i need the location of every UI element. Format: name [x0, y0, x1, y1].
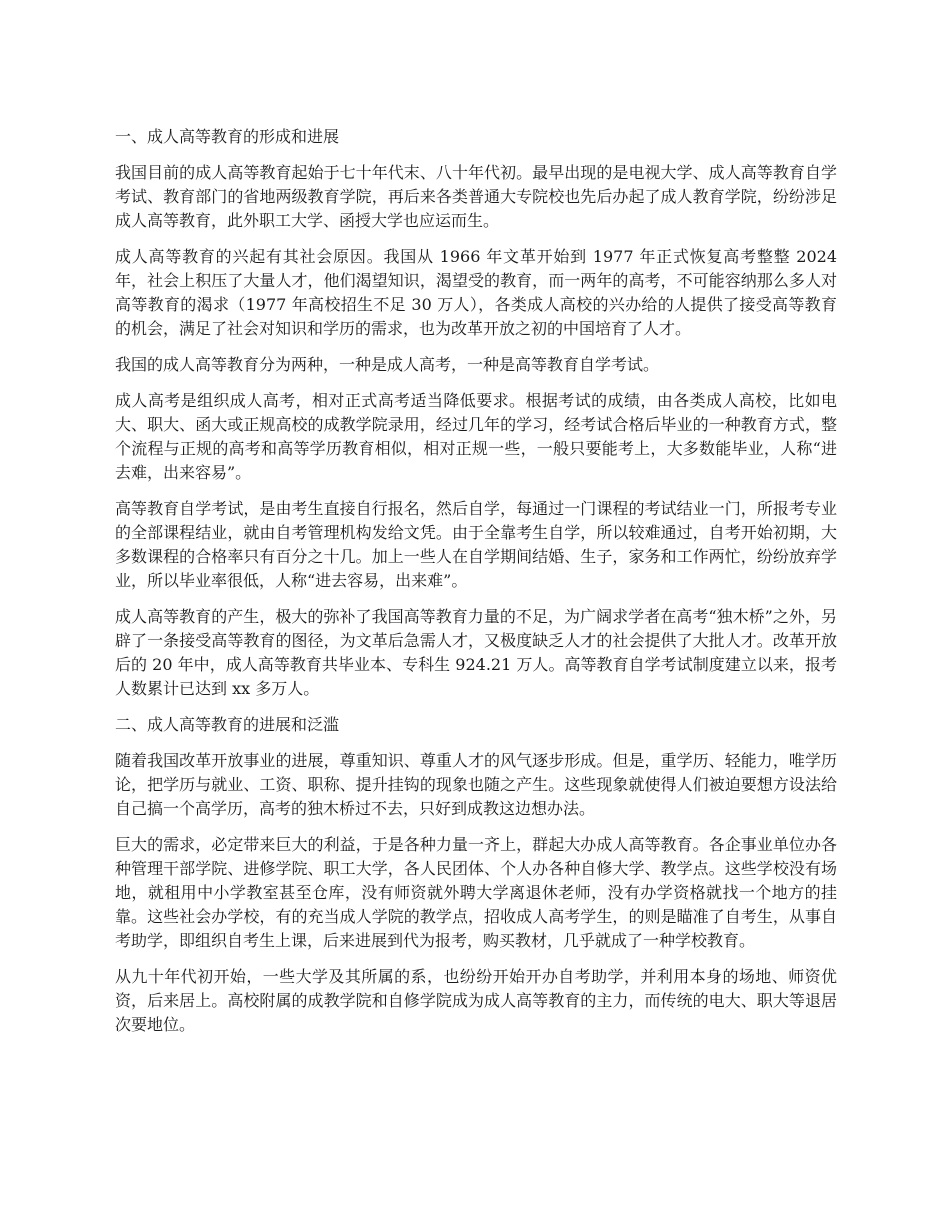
paragraph: 成人高考是组织成人高考，相对正式高考适当降低要求。根据考试的成绩，由各类成人高校，比如电大、职大、函大或正规高校的成教学院录用，经过几年的学习，经考试合格后毕业的一种教育方式，整个流程与正规的高考和高等学历教育相似，相对正规一些，一般只要能考上，大多数能毕业，人称“进去难，出来容易”。 [115, 391, 837, 482]
paragraph: 成人高等教育的兴起有其社会原因。我国从 1966 年文革开始到 1977 年正式恢复高考整整 2024 年，社会上积压了大量人才，他们渴望知识，渴望受的教育，而一两年的高考，不可能容纳那么多人对高等教育的渴求（1977 年高校招生不足 30 万人），各类成人高校的兴办给的人提供了接受高等教育的机会，满足了社会对知识和学历的需求，也为改革开放之初的中国培育了人才。 [115, 247, 837, 338]
paragraph: 成人高等教育的产生，极大的弥补了我国高等教育力量的不足，为广阔求学者在高考“独木桥”之外，另辟了一条接受高等教育的图径，为文革后急需人才，又极度缺乏人才的社会提供了大批人才。改革开放后的 20 年中，成人高等教育共毕业本、专科生 924.21 万人。高等教育自学考试制度建立以来，报考人数累计已达到 xx 多万人。 [115, 607, 837, 698]
paragraph: 随着我国改革开放事业的进展，尊重知识、尊重人才的风气逐步形成。但是，重学历、轻能力，唯学历论，把学历与就业、工资、职称、提升挂钩的现象也随之产生。这些现象就使得人们被迫要想方设法给自己搞一个高学历，高考的独木桥过不去，只好到成教这边想办法。 [115, 751, 837, 818]
section-heading-1: 一、成人高等教育的形成和进展 [115, 127, 340, 146]
paragraph: 巨大的需求，必定带来巨大的利益，于是各种力量一齐上，群起大办成人高等教育。各企事业单位办各种管理干部学院、进修学院、职工大学，各人民团体、个人办各种自修大学、教学点。这些学校没有场地，就租用中小学教室甚至仓库，没有师资就外聘大学离退休老师，没有办学资格就找一个地方的挂靠。这些社会办学校，有的充当成人学院的教学点，招收成人高考学生，的则是瞄准了自考生，从事自考助学，即组织自考生上课，后来进展到代为报考，购买教材，几乎就成了一种学校教育。 [115, 835, 837, 950]
paragraph: 我国的成人高等教育分为两种，一种是成人高考，一种是高等教育自学考试。 [115, 355, 660, 374]
paragraph: 高等教育自学考试，是由考生直接自行报名，然后自学，每通过一门课程的考试结业一门，所报考专业的全部课程结业，就由自考管理机构发给文凭。由于全靠考生自学，所以较难通过，自考开始初期，大多数课程的合格率只有百分之十几。加上一些人在自学期间结婚、生子，家务和工作两忙，纷纷放弃学业，所以毕业率很低，人称“进去容易，出来难”。 [115, 499, 837, 590]
paragraph: 从九十年代初开始，一些大学及其所属的系，也纷纷开始开办自考助学，并利用本身的场地、师资优资，后来居上。高校附属的成教学院和自修学院成为成人高等教育的主力，而传统的电大、职大等退居次要地位。 [115, 967, 837, 1034]
section-heading-2: 二、成人高等教育的进展和泛滥 [115, 715, 340, 734]
document-body [115, 125, 837, 1049]
paragraph: 我国目前的成人高等教育起始于七十年代末、八十年代初。最早出现的是电视大学、成人高等教育自学考试、教育部门的省地两级教育学院，再后来各类普通大专院校也先后办起了成人教育学院，纷纷涉足成人高等教育，此外职工大学、函授大学也应运而生。 [115, 163, 837, 230]
